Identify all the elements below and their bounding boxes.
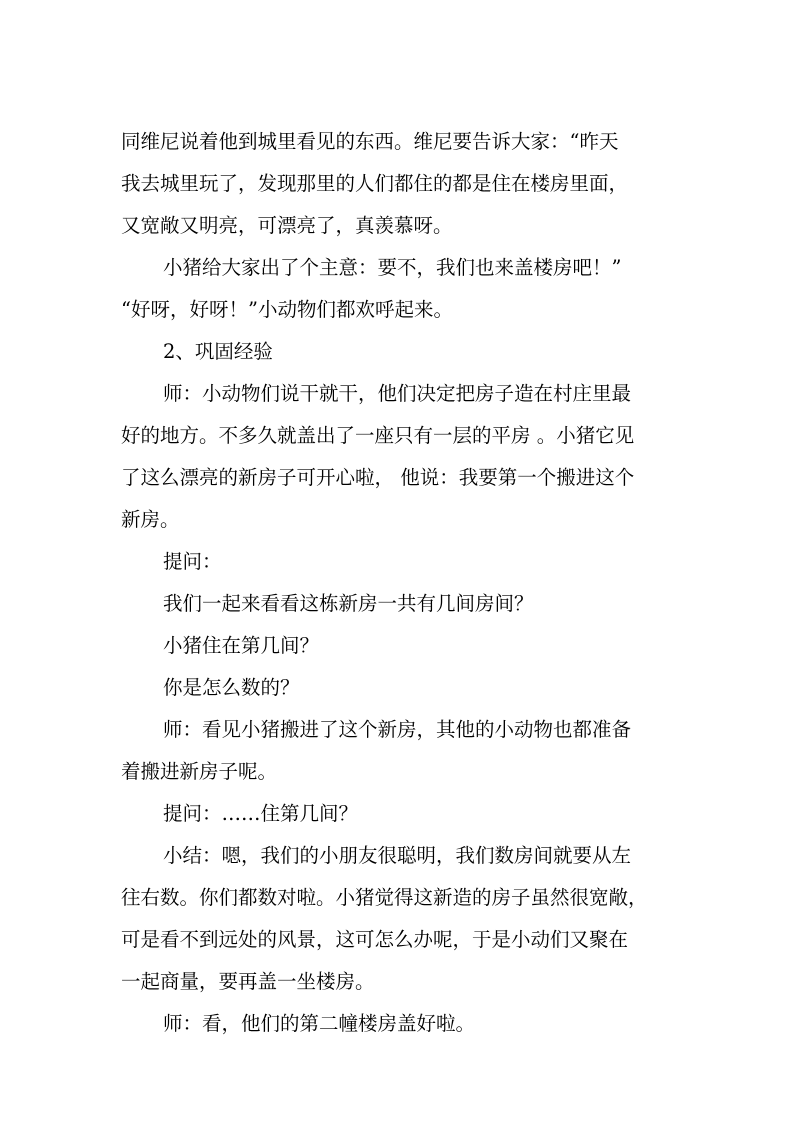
- text-line: 小猪给大家出了个主意：要不，我们也来盖楼房吧！”: [163, 256, 622, 279]
- text-line: 又宽敞又明亮，可漂亮了，真羡慕呀。: [121, 214, 453, 237]
- text-line: 一起商量，要再盖一坐楼房。: [121, 970, 375, 993]
- text-line: 师：看，他们的第二幢楼房盖好啦。: [163, 1012, 476, 1035]
- text-line: 师：看见小猪搬进了这个新房，其他的小动物也都准备: [163, 718, 632, 741]
- text-line: 我去城里玩了，发现那里的人们都住的都是住在楼房里面，: [121, 172, 629, 195]
- section-heading: 2、巩固经验: [163, 340, 273, 363]
- text-line: 可是看不到远处的风景，这可怎么办呢，于是小动们又聚在: [121, 928, 629, 951]
- text-line: 提问：……住第几间？: [163, 802, 359, 825]
- text-line: 小猪住在第几间？: [163, 634, 320, 657]
- text-line: 提问：: [163, 550, 222, 573]
- text-line: 小结：嗯，我们的小朋友很聪明，我们数房间就要从左: [163, 844, 632, 867]
- text-line: 我们一起来看看这栋新房一共有几间房间？: [163, 592, 534, 615]
- text-line: 着搬进新房子呢。: [121, 760, 278, 783]
- text-line: “好呀，好呀！”小动物们都欢呼起来。: [121, 298, 453, 321]
- text-line: 了这么漂亮的新房子可开心啦， 他说：我要第一个搬进这个: [121, 466, 635, 489]
- text-line: 好的地方。不多久就盖出了一座只有一层的平房 。小猪它见: [121, 424, 635, 447]
- text-line: 师：小动物们说干就干，他们决定把房子造在村庄里最: [163, 382, 632, 405]
- text-line: 新房。: [121, 508, 180, 531]
- text-line: 同维尼说着他到城里看见的东西。维尼要告诉大家：“昨天: [121, 130, 619, 153]
- text-line: 你是怎么数的？: [163, 676, 300, 699]
- text-line: 往右数。你们都数对啦。小猪觉得这新造的房子虽然很宽敞，: [121, 886, 648, 909]
